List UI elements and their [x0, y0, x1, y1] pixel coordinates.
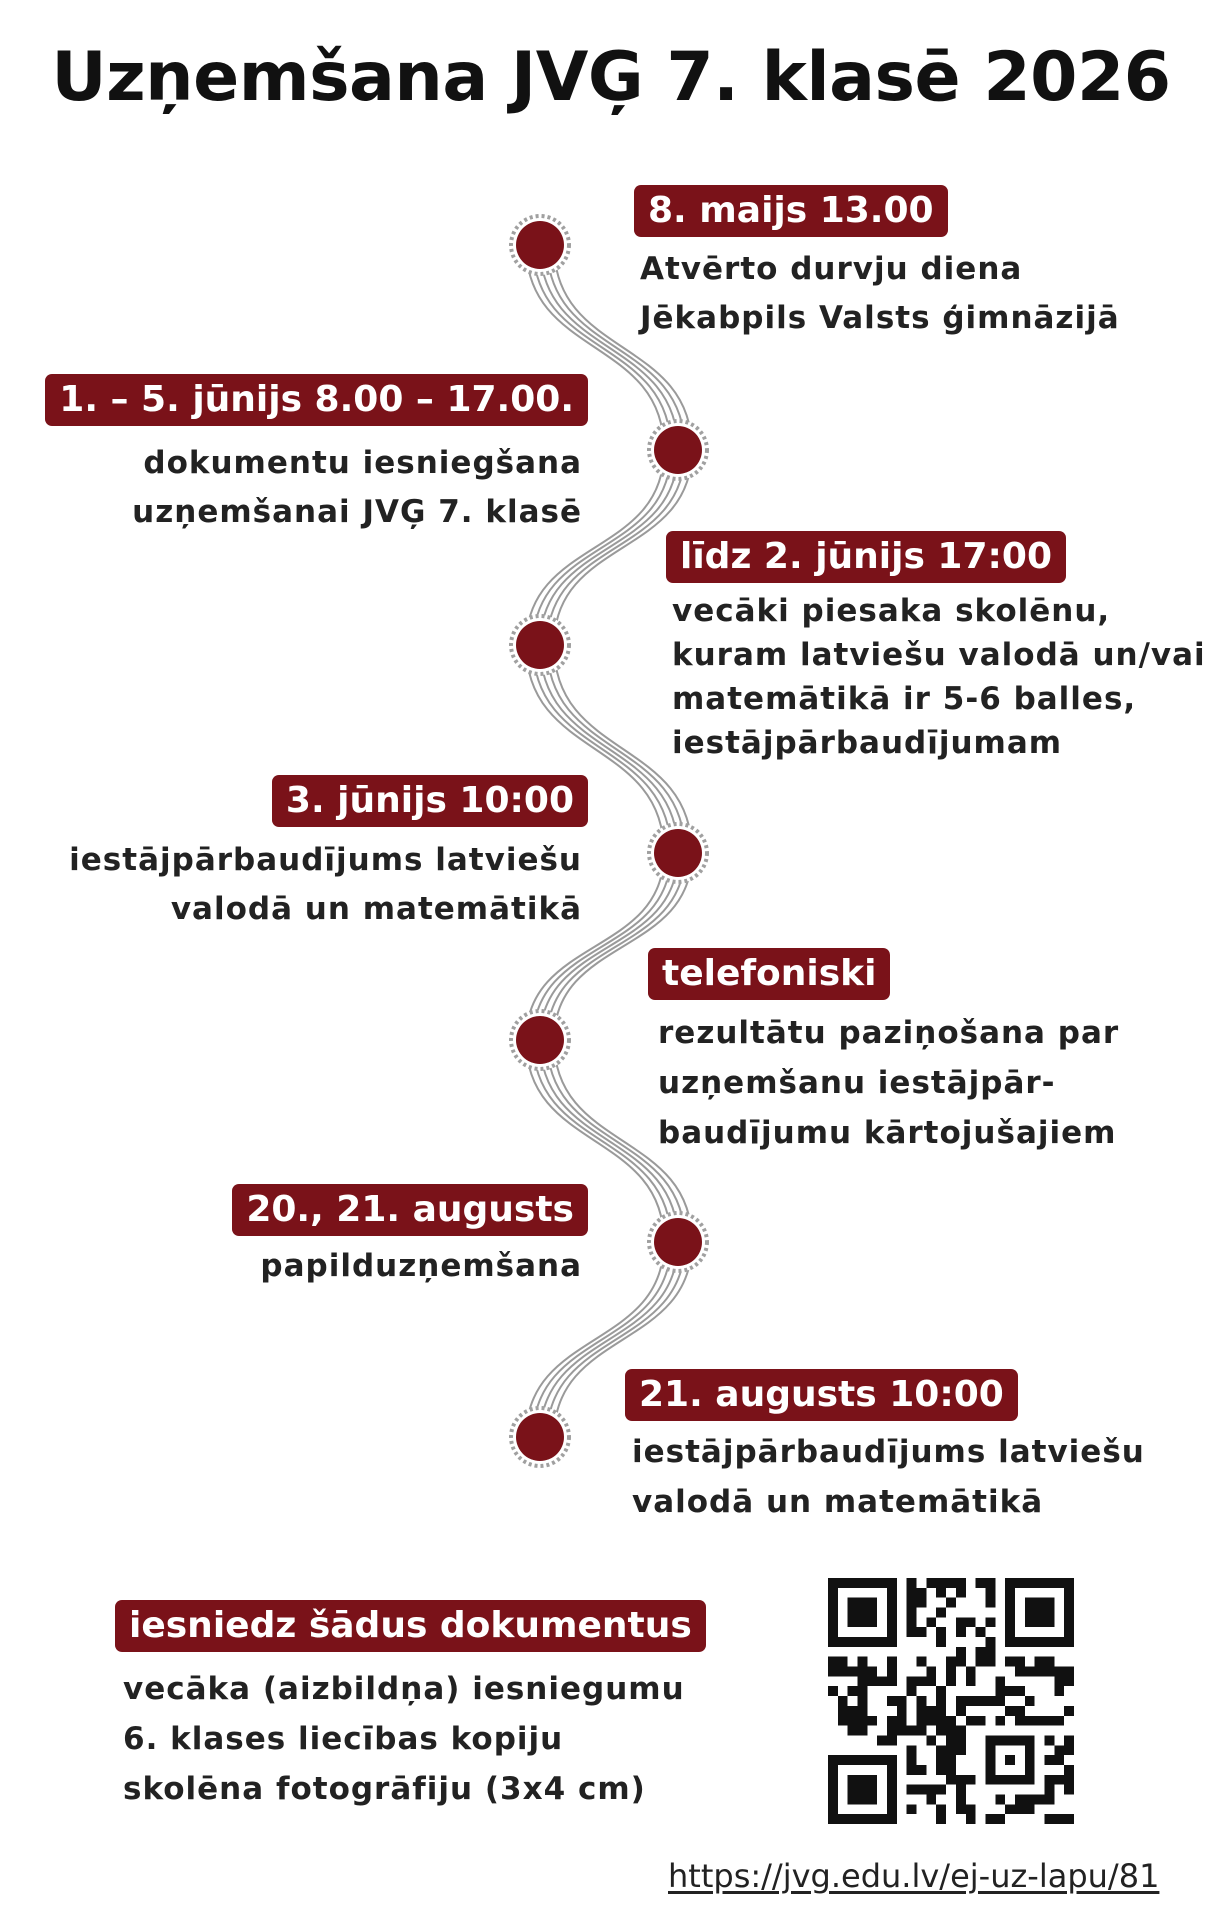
event-7-line-2: valodā un matemātikā	[632, 1484, 1044, 1520]
event-5-date-badge: telefoniski	[648, 948, 890, 1000]
event-6-description	[260, 1248, 582, 1284]
website-link[interactable]: https://jvg.edu.lv/ej-uz-lapu/81	[668, 1857, 1160, 1895]
event-2-line-1: dokumentu iesniegšana	[143, 445, 582, 481]
event-5-description	[658, 1015, 1120, 1151]
event-3-line-4: iestājpārbaudījumam	[672, 725, 1063, 761]
timeline-node-3	[516, 621, 564, 669]
event-3-date-badge: līdz 2. jūnijs 17:00	[666, 531, 1066, 583]
event-2-date-badge: 1. – 5. jūnijs 8.00 – 17.00.	[45, 374, 588, 426]
event-5-line-3: baudījumu kārtojušajiem	[658, 1115, 1117, 1151]
document-item-1: vecāka (aizbildņa) iesniegumu	[123, 1671, 685, 1707]
timeline-node-4	[654, 829, 702, 877]
event-3-description	[672, 593, 1206, 761]
event-1-line-1: Atvērto durvju diena	[640, 251, 1023, 287]
event-7-description	[632, 1434, 1145, 1520]
event-6-line-1: papilduzņemšana	[260, 1248, 582, 1284]
event-1-line-2: Jēkabpils Valsts ģimnāzijā	[640, 300, 1120, 336]
timeline-node-7	[516, 1413, 564, 1461]
event-2-line-2: uzņemšanai JVĢ 7. klasē	[132, 494, 582, 530]
timeline-node-6	[654, 1218, 702, 1266]
event-4-line-1: iestājpārbaudījums latviešu	[69, 842, 582, 878]
event-3-line-1: vecāki piesaka skolēnu,	[672, 593, 1111, 629]
timeline-node-5	[516, 1016, 564, 1064]
document-item-2: 6. klases liecības kopiju	[123, 1721, 564, 1757]
event-4-date-badge: 3. jūnijs 10:00	[272, 775, 588, 827]
event-5-line-2: uzņemšanu iestājpār-	[658, 1065, 1056, 1101]
event-6-date-badge: 20., 21. augusts	[232, 1184, 588, 1236]
event-1-description	[640, 251, 1120, 336]
event-1-date-badge: 8. maijs 13.00	[634, 185, 948, 237]
page-title: Uzņemšana JVĢ 7. klasē 2026	[51, 38, 1171, 117]
event-3-line-2: kuram latviešu valodā un/vai	[672, 637, 1206, 673]
event-5-line-1: rezultātu paziņošana par	[658, 1015, 1120, 1051]
event-2-description	[132, 445, 582, 530]
event-3-line-3: matemātikā ir 5-6 balles,	[672, 681, 1137, 717]
event-4-description	[69, 842, 582, 927]
qr-code-icon[interactable]	[828, 1578, 1074, 1824]
document-item-3: skolēna fotogrāfiju (3x4 cm)	[123, 1771, 646, 1807]
timeline-node-1	[516, 221, 564, 269]
event-7-date-badge: 21. augusts 10:00	[625, 1369, 1018, 1421]
timeline-node-2	[654, 426, 702, 474]
documents-list	[123, 1671, 685, 1807]
documents-heading-badge: iesniedz šādus dokumentus	[115, 1600, 706, 1652]
event-7-line-1: iestājpārbaudījums latviešu	[632, 1434, 1145, 1470]
event-4-line-2: valodā un matemātikā	[170, 891, 582, 927]
